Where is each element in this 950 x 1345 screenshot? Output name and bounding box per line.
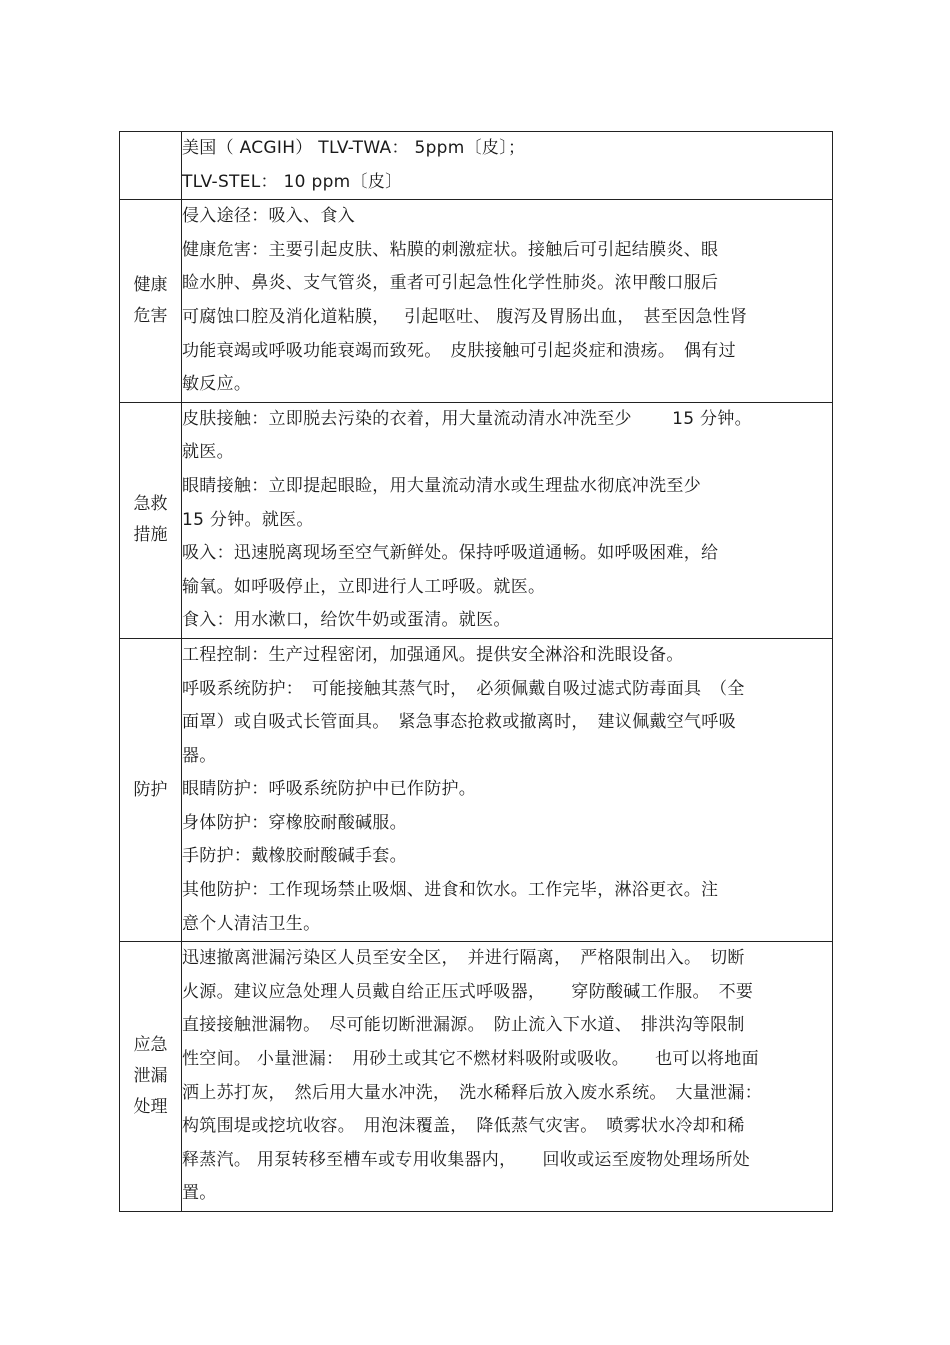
exposure-limits-content xyxy=(182,132,833,200)
row-label-protection xyxy=(120,638,182,941)
content-line: 面罩）或自吸式长管面具。 紧急事态抢救或撤离时， 建议佩戴空气呼吸 xyxy=(182,712,736,733)
content-line: 健康危害：主要引起皮肤、粘膜的刺激症状。接触后可引起结膜炎、眼 xyxy=(182,239,719,260)
protection-row xyxy=(120,638,833,941)
content-line: 美国（ ACGIH） TLV-TWA： 5ppm〔皮〕； xyxy=(182,138,526,158)
label-line: 急救 xyxy=(133,494,168,515)
content-line: 器。 xyxy=(182,745,217,766)
content-line: 皮肤接触：立即脱去污染的衣着，用大量流动清水冲洗至少 15 分钟。 xyxy=(182,408,752,429)
protection-content xyxy=(182,638,833,941)
content-line: 眼睛防护：呼吸系统防护中已作防护。 xyxy=(182,779,477,800)
content-line: 构筑围堤或挖坑收容。 用泡沫覆盖， 降低蒸气灾害。 喷雾状水冷却和稀 xyxy=(182,1116,745,1137)
health-hazard-row xyxy=(120,200,833,403)
health-hazard-content xyxy=(182,200,833,403)
first-aid-row xyxy=(120,402,833,638)
content-line: 迅速撤离泄漏污染区人员至安全区， 并进行隔离， 严格限制出入。 切断 xyxy=(182,948,745,969)
exposure-limits-row xyxy=(120,132,833,200)
content-line: 意个人清洁卫生。 xyxy=(182,913,321,934)
content-line: 洒上苏打灰， 然后用大量水冲洗， 洗水稀释后放入废水系统。 大量泄漏： xyxy=(182,1082,762,1103)
content-line: 食入：用水漱口，给饮牛奶或蛋清。就医。 xyxy=(182,610,511,631)
content-line: 15 分钟。就医。 xyxy=(182,509,314,530)
label-line: 处理 xyxy=(133,1097,168,1118)
content-line: 敏反应。 xyxy=(182,374,252,395)
content-line: 侵入途径：吸入、食入 xyxy=(182,206,355,227)
content-line: 置。 xyxy=(182,1183,217,1204)
content-line: 释蒸汽。 用泵转移至槽车或专用收集器内， 回收或运至废物处理场所处 xyxy=(182,1149,751,1170)
content-line: 呼吸系统防护： 可能接触其蒸气时， 必须佩戴自吸过滤式防毒面具 （全 xyxy=(182,678,745,699)
msds-table xyxy=(119,131,833,1212)
leak-handling-content xyxy=(182,942,833,1212)
content-line: 工程控制：生产过程密闭，加强通风。提供安全淋浴和洗眼设备。 xyxy=(182,644,684,665)
content-line: 吸入：迅速脱离现场至空气新鲜处。保持呼吸道通畅。如呼吸困难，给 xyxy=(182,543,719,564)
content-line: 火源。建议应急处理人员戴自给正压式呼吸器， 穿防酸碱工作服。 不要 xyxy=(182,981,754,1002)
first-aid-content xyxy=(182,402,833,638)
content-line: TLV-STEL： 10 ppm〔皮〕 xyxy=(182,171,403,192)
content-line: 其他防护：工作现场禁止吸烟、进食和饮水。工作完毕，淋浴更衣。注 xyxy=(182,880,719,901)
content-line: 手防护：戴橡胶耐酸碱手套。 xyxy=(182,846,407,867)
content-line: 功能衰竭或呼吸功能衰竭而致死。 皮肤接触可引起炎症和溃疡。 偶有过 xyxy=(182,340,736,361)
content-line: 睑水肿、鼻炎、支气管炎，重者可引起急性化学性肺炎。浓甲酸口服后 xyxy=(182,273,719,294)
label-line: 应急 xyxy=(133,1035,168,1056)
content-line: 身体防护：穿橡胶耐酸碱服。 xyxy=(182,812,407,833)
label-line: 措施 xyxy=(133,525,168,546)
content-line: 眼睛接触：立即提起眼睑，用大量流动清水或生理盐水彻底冲洗至少 xyxy=(182,475,701,496)
content-line: 可腐蚀口腔及消化道粘膜， 引起呕吐、 腹泻及胃肠出血， 甚至因急性肾 xyxy=(182,306,748,327)
row-label-health-hazard xyxy=(120,200,182,403)
row-label-leak-handling xyxy=(120,942,182,1212)
leak-handling-row xyxy=(120,942,833,1212)
label-line: 防护 xyxy=(133,779,168,800)
label-line: 危害 xyxy=(133,305,168,326)
row-label-empty xyxy=(120,132,182,200)
row-label-first-aid xyxy=(120,402,182,638)
content-line: 输氧。如呼吸停止，立即进行人工呼吸。就医。 xyxy=(182,576,546,597)
label-line: 泄漏 xyxy=(133,1066,168,1087)
label-line: 健康 xyxy=(133,274,168,295)
content-line: 就医。 xyxy=(182,442,234,463)
content-line: 直接接触泄漏物。 尽可能切断泄漏源。 防止流入下水道、 排洪沟等限制 xyxy=(182,1015,745,1036)
content-line: 性空间。 小量泄漏： 用砂土或其它不燃材料吸附或吸收。 也可以将地面 xyxy=(182,1049,759,1070)
